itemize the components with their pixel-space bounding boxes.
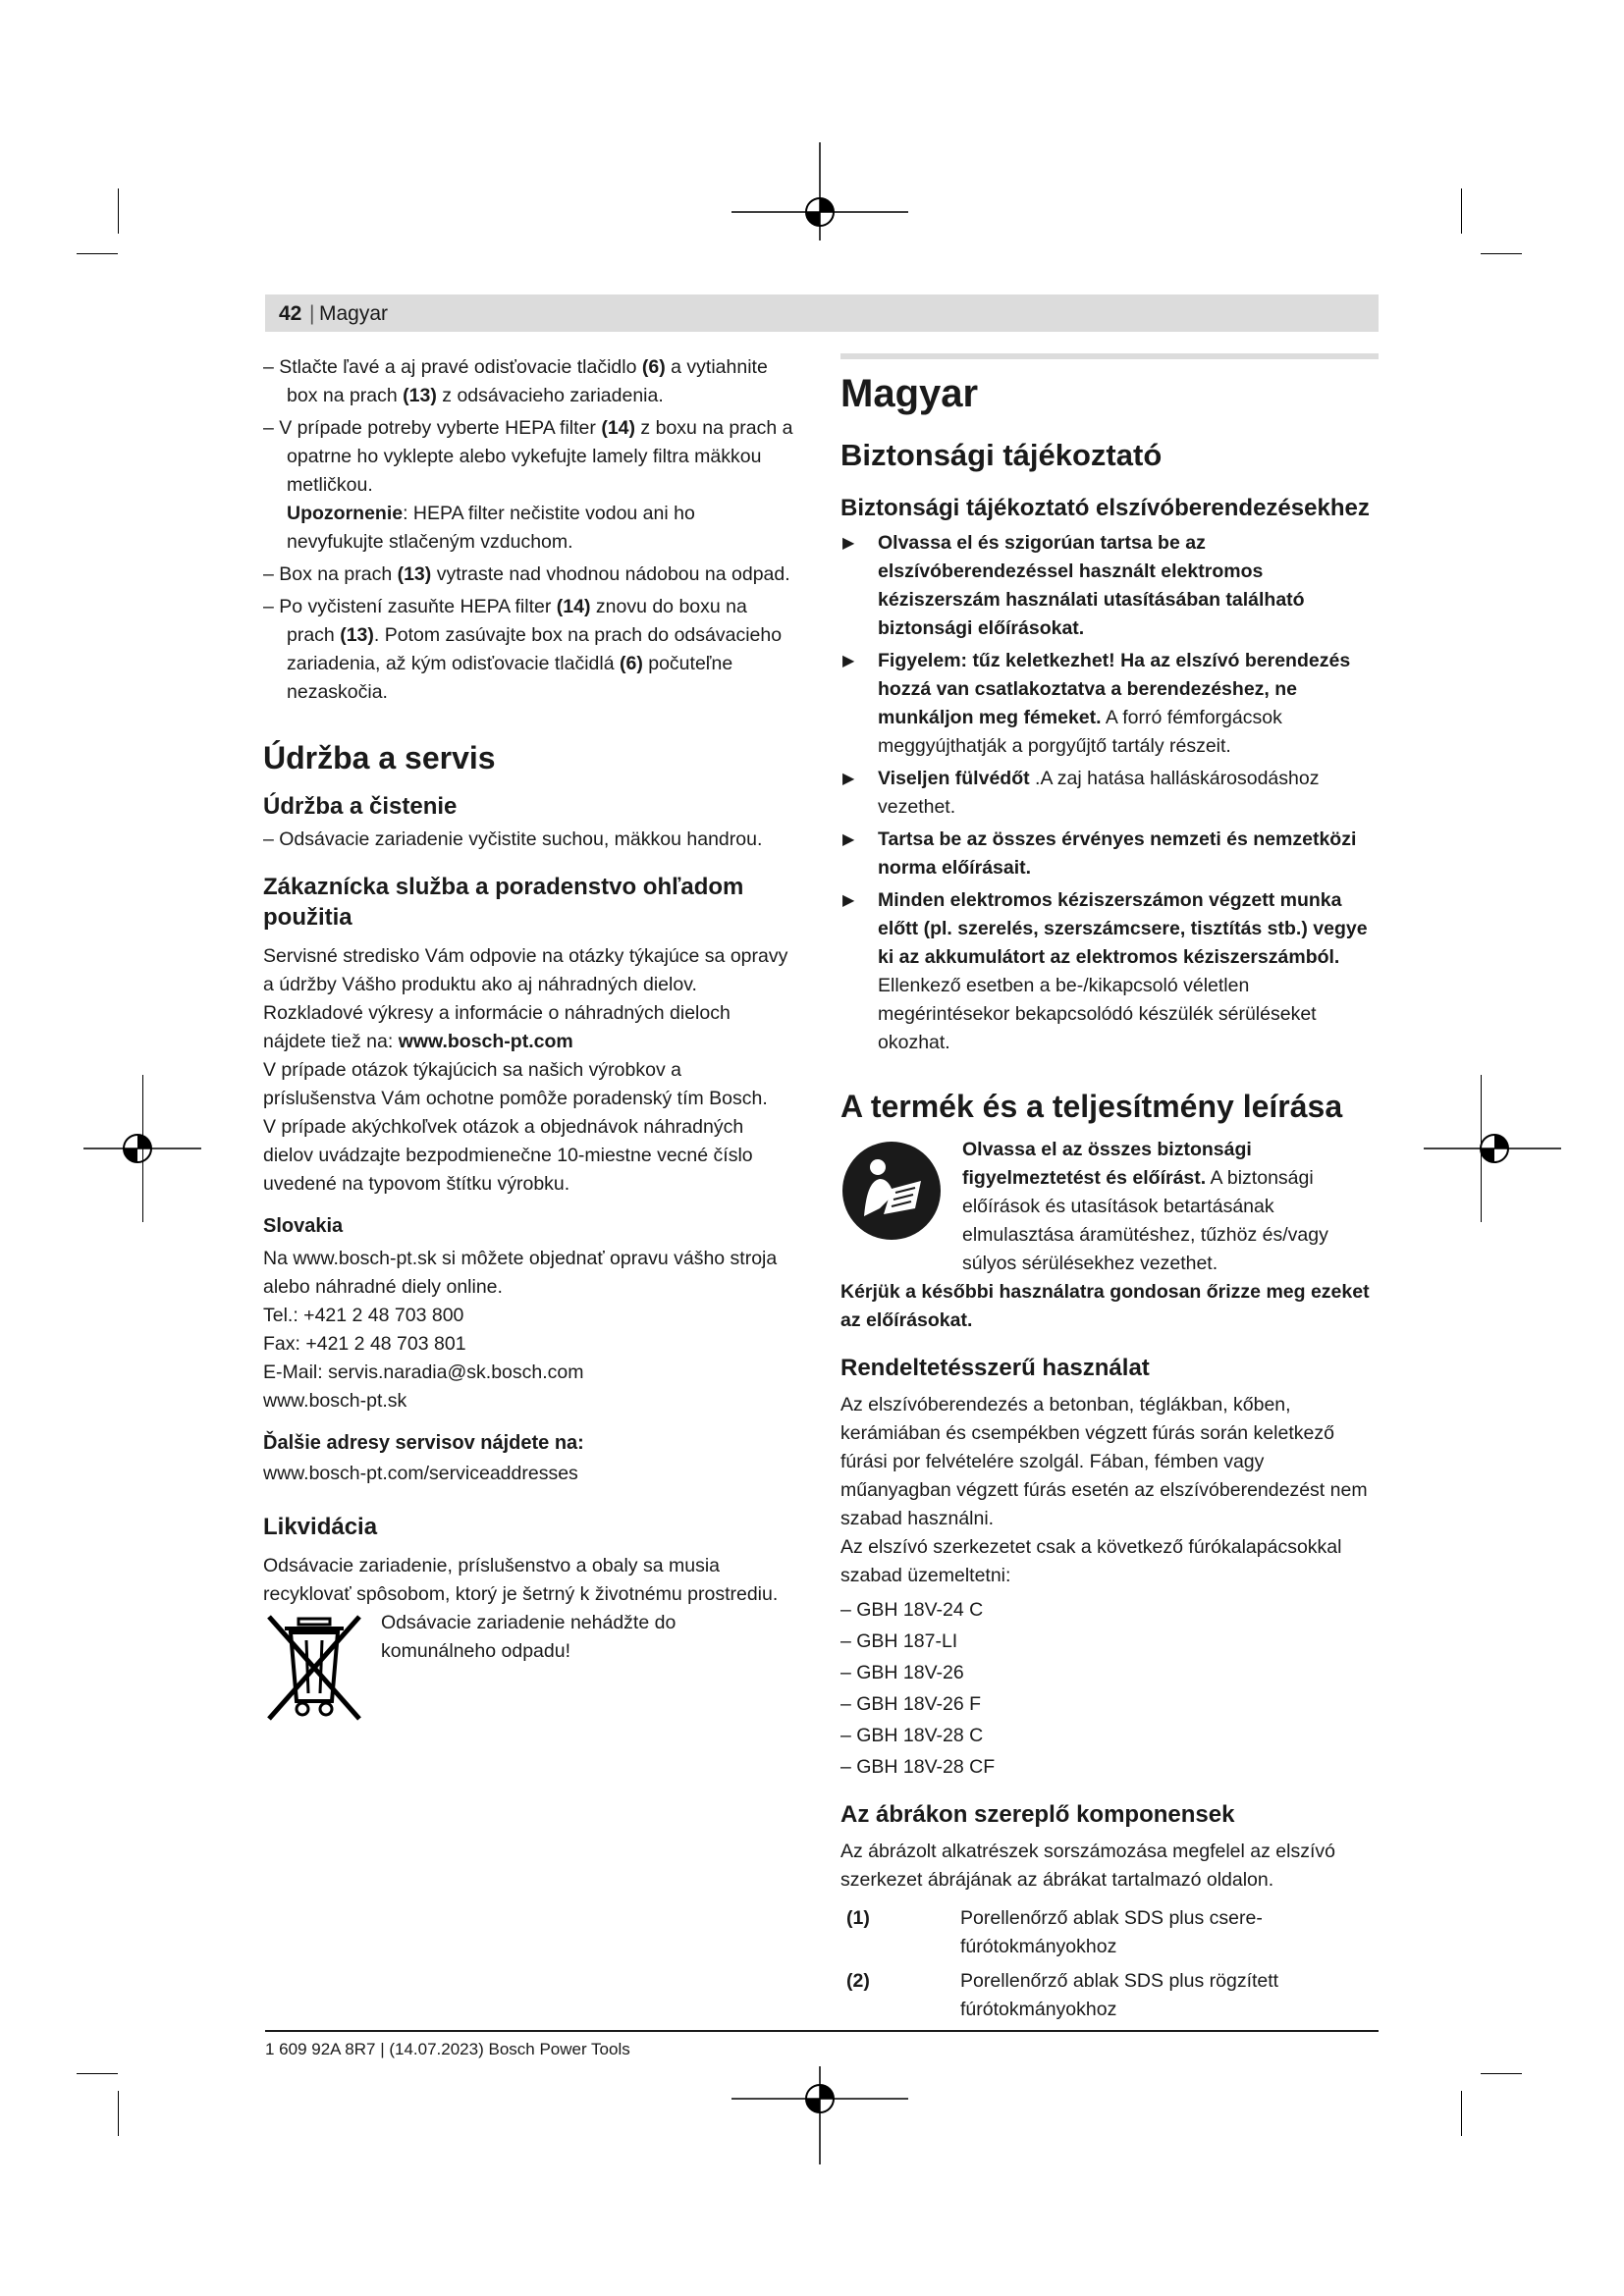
service-link[interactable]: www.bosch-pt.com [398,1031,573,1052]
maintenance-title: Údržba a servis [263,740,496,775]
note-text: : HEPA filter nečistite vodou ani ho nevyfukujte stlačeným vzduchom. [287,503,695,553]
text-run: – Stlačte ľavé a aj pravé odisťovacie tlačidlo [263,356,642,378]
text-run: z odsávacieho zariadenia. [436,385,664,406]
slovakia-line: Tel.: +421 2 48 703 800 [263,1305,464,1326]
registration-mark-icon [83,1090,201,1207]
warning-item [840,647,1379,761]
service-text: Servisné stredisko Vám odpovie na otázky týkajúce sa opravy a údržby Vášho produktu ako aj náhradných dielov. Rozkladové výkresy a informácie o náhradných dieloch nájdete tiež na: www.bosch-pt.com [263,945,788,1052]
component-row [840,1904,1379,1961]
text-run: .A zaj hatása halláskárosodáshoz vezethet. [878,768,1320,818]
bullet-triangle-icon: ▶ [842,831,855,848]
bold-text: Olvassa el és szigorúan tartsa be az elszívóberendezéssel használt elektromos kéziszerszám használati utasításában található biztonsági előírásokat. [878,532,1305,639]
warning-item [840,765,1379,822]
components-title: Az ábrákon szereplő komponensek [840,1801,1235,1828]
slovakia-line: www.bosch-pt.sk [263,1390,407,1412]
registration-mark-icon [731,137,908,245]
left-column [263,353,793,1725]
bold-text: (13) [340,624,374,646]
text-run: z boxu na prach a opatrne ho vyklepte alebo vykefujte lamely filtra mäkkou metličkou. [287,417,793,496]
crop-mark [1481,2073,1522,2074]
warning-item [840,886,1379,1057]
bullet-triangle-icon: ▶ [842,653,855,669]
intended-use-text: Az elszívó szerkezetet csak a következő fúrókalapácsokkal szabad üzemeltetni: [840,1536,1342,1586]
text-run: . Potom zasúvajte box na prach do odsávacieho zariadenia, až kým odisťovacie tlačidlá [287,624,783,674]
crop-mark [118,2091,119,2136]
product-title: A termék és a teljesítmény leírása [840,1089,1343,1124]
crop-mark [77,2073,118,2074]
text-run: – Po vyčistení zasuňte HEPA filter [263,596,557,617]
service-text: V prípade akýchkoľvek otázok a objednávok náhradných dielov uvádzajte bezpodmienečne 10-miestne vecné číslo uvedené na typovom štítku výrobku. [263,1116,753,1195]
crossed-bin-icon [263,1611,365,1725]
intended-use-text: Az elszívóberendezés a betonban, téglákban, kőben, kerámiában és csempékben végzett fúrás során keletkező fúrási por felvételére szolgál. Fában, fémben vagy műanyagban végzett fúrás esetén az elszívóberendezést nem szabad használni. [840,1394,1368,1529]
read-manual-icon [840,1140,943,1242]
more-addresses-link[interactable]: www.bosch-pt.com/serviceaddresses [263,1463,578,1484]
text-run: vytraste nad vhodnou nádobou na odpad. [431,563,790,585]
slovakia-line: Na www.bosch-pt.sk si môžete objednať opravu vášho stroja alebo náhradné diely online. [263,1248,778,1298]
maintenance-cleaning-title: Údržba a čistenie [263,793,458,820]
model-item: – GBH 18V-28 C [840,1725,984,1746]
disposal-text: Odsávacie zariadenie, príslušenstvo a obaly sa musia recyklovať spôsobom, ktorý je šetrný k životnému prostrediu. [263,1555,779,1605]
read-manual-block [840,1136,1379,1278]
text-run: znovu do boxu na prach [287,596,747,646]
registration-mark-icon [731,2061,908,2169]
bold-text: (6) [641,356,666,378]
bullet-triangle-icon: ▶ [842,892,855,909]
text-run: a vytiahnite box na prach [287,356,768,406]
keep-instructions-text: Kérjük a későbbi használatra gondosan őrizze meg ezeket az előírásokat. [840,1281,1370,1331]
bold-text: Figyelem: tűz keletkezhet! Ha az elszívó berendezés hozzá van csatlakoztatva a berendezéshez, ne munkáljon meg fémeket. [878,650,1351,728]
note [263,500,793,557]
model-item: – GBH 187-LI [840,1630,958,1652]
right-column [840,353,1379,2030]
crop-mark [1461,188,1462,234]
model-item: – GBH 18V-28 CF [840,1756,996,1778]
bold-text: Tartsa be az összes érvényes nemzeti és nemzetközi norma előírásait. [878,828,1357,879]
bold-text: Viseljen fülvédőt [878,768,1030,789]
disposal-title: Likvidácia [263,1514,378,1540]
page-number: 42 [279,302,302,325]
more-addresses-title: Ďalšie adresy servisov nájdete na: [263,1432,584,1454]
model-item: – GBH 18V-26 F [840,1693,982,1715]
component-row [840,1967,1379,2024]
component-text: Porellenőrző ablak SDS plus csere-fúrótokmányokhoz [960,1907,1263,1957]
text-run: – V prípade potreby vyberte HEPA filter [263,417,602,439]
page-header [265,294,1379,332]
header-language: Magyar [319,302,389,325]
bold-text: (13) [403,385,437,406]
text-run: Ellenkező esetben a be-/kikapcsoló véletlen megérintésekor bekapcsolódó készülék sérüléseket okozhat. [878,975,1317,1053]
list-item [263,414,793,500]
crop-mark [118,188,119,234]
footer-text: 1 609 92A 8R7 | (14.07.2023) Bosch Power Tools [265,2040,630,2058]
slovakia-title: Slovakia [263,1215,344,1237]
text-run: A forró fémforgácsok meggyújthatják a porgyűjtő tartály részeit. [878,707,1282,757]
bullet-triangle-icon: ▶ [842,535,855,552]
list-item [263,593,793,707]
bold-text: (6) [619,653,643,674]
safety-title: Biztonsági tájékoztató [840,438,1163,472]
components-text: Az ábrázolt alkatrészek sorszámozása megfelel az elszívó szerkezet ábrájának az ábrákat tartalmazó oldalon. [840,1841,1335,1891]
service-title: Zákaznícka služba a poradenstvo ohľadom použitia [263,874,744,931]
warning-item [840,529,1379,643]
bold-text: (13) [397,563,432,585]
crop-mark [1481,253,1522,254]
bold-text: Minden elektromos kéziszerszámon végzett munka előtt (pl. szerelés, szerszámcsere, tisztítás stb.) vegye ki az akkumulátort az elektromos kéziszerszámból. [878,889,1368,968]
read-manual-text: Olvassa el az összes biztonsági figyelmeztetést és előírást. A biztonsági előírások és utasítások betartásának elmulasztása áramütéshez, tűzhöz és/vagy súlyos sérülésekhez vezethet. [962,1139,1328,1274]
disposal-icon-block [263,1609,793,1725]
text-run: počuteľne nezaskočia. [287,653,733,703]
slovakia-line: E-Mail: servis.naradia@sk.bosch.com [263,1362,584,1383]
note-label: Upozornenie [287,503,404,524]
slovakia-line: Fax: +421 2 48 703 801 [263,1333,466,1355]
component-text: Porellenőrző ablak SDS plus rögzített fúrótokmányokhoz [960,1970,1279,2020]
safety-subtitle: Biztonsági tájékoztató elszívóberendezésekhez [840,495,1370,521]
crop-mark [77,253,118,254]
list-item [263,353,793,410]
bold-text: (14) [556,596,591,617]
service-text: V prípade otázok týkajúcich sa našich výrobkov a príslušenstva Vám ochotne pomôže poradenský tím Bosch. [263,1059,768,1109]
bullet-triangle-icon: ▶ [842,771,855,787]
text-run: – Box na prach [263,563,398,585]
model-item: – GBH 18V-26 [840,1662,964,1683]
list-item [263,561,793,589]
component-number: (1) [846,1907,870,1929]
warning-item [840,826,1379,882]
maintenance-cleaning-text: – Odsávacie zariadenie vyčistite suchou, mäkkou handrou. [263,828,763,850]
language-title: Magyar [840,372,979,415]
crop-mark [1461,2091,1462,2136]
header-separator: | [309,302,315,325]
intended-use-title: Rendeltetésszerű használat [840,1355,1150,1381]
component-number: (2) [846,1970,870,1992]
model-item: – GBH 18V-24 C [840,1599,984,1621]
bold-text: (14) [601,417,636,439]
disposal-icon-text: Odsávacie zariadenie nehádžte do komunálneho odpadu! [381,1612,677,1662]
footer-rule [265,2030,1379,2032]
section-divider [840,353,1379,359]
registration-mark-icon [1424,1090,1561,1207]
